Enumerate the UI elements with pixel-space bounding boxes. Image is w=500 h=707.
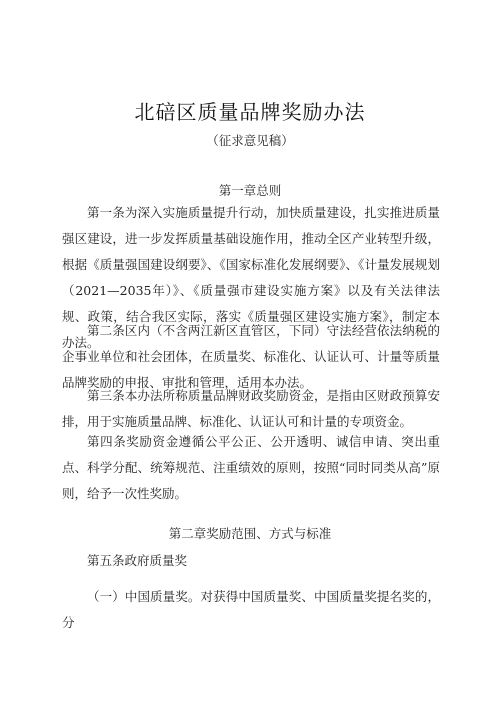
document-subtitle: （征求意见稿） xyxy=(206,133,294,148)
article-2: 第二条区内（不含两江新区直管区，下同）守法经营依法纳税的企事业单位和社会团体，在质量奖、标准化、认证认可、计量等质量品牌奖励的申报、审批和管理，适用本办法。 xyxy=(62,323,440,390)
chapter-1-heading: 第一章总则 xyxy=(218,183,282,198)
chapter-2-heading: 第二章奖励范围、方式与标准 xyxy=(168,526,332,541)
article-5-item-1: （一）中国质量奖。对获得中国质量奖、中国质量奖提名奖的，分 xyxy=(62,589,440,630)
article-4: 第四条奖励资金遵循公平公正、公开透明、诚信申请、突出重点、科学分配、统筹规范、注重绩效的原则，按照“同时同类从高”原则，给予一次性奖励。 xyxy=(62,434,440,501)
article-3: 第三条本办法所称质量品牌财政奖励资金，是指由区财政预算安排，用于实施质量品牌、标准化、认证认可和计量的专项资金。 xyxy=(62,388,440,429)
article-5-heading: 第五条政府质量奖 xyxy=(87,553,188,568)
article-1: 第一条为深入实施质量提升行动，加快质量建设，扎实推进质量强区建设，进一步发挥质量基础设施作用，推动全区产业转型升级，根据《质量强国建设纲要》、《国家标准化发展纲要》、《计量发展规划（2021—2035年）》、《质量强市建设实施方案》以及有关法律法规、政策，结合我区实际，落实《质量强区建设实施方案》，制定本办法。 xyxy=(62,205,440,350)
document-title: 北碚区质量品牌奖励办法 xyxy=(134,100,366,124)
